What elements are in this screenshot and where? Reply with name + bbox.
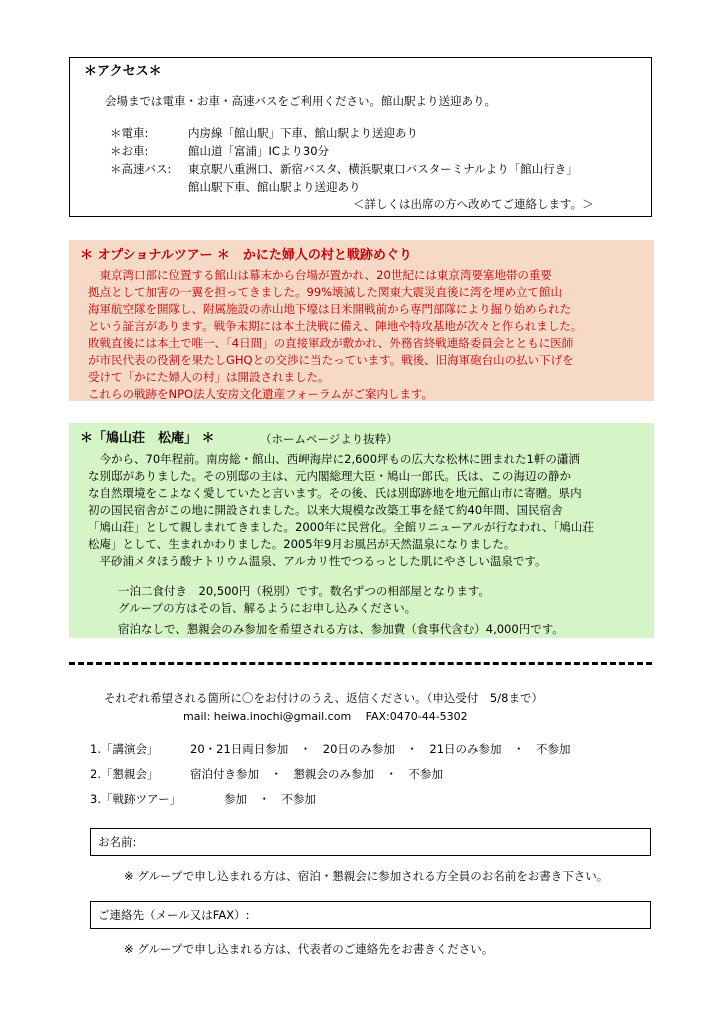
- access-car-label: ＊お車:: [110, 144, 149, 158]
- name-label: お名前:: [98, 835, 137, 849]
- hotel-subtitle: （ホームページより抜粋）: [260, 432, 398, 446]
- access-note: ＜詳しくは出席の方へ改めてご連絡します。＞: [353, 197, 594, 211]
- access-bus-text: 東京駅八重洲口、新宿バスタ、横浜駅東口バスターミナルより「館山行き」: [188, 162, 578, 176]
- hotel-title: ＊「鳩山荘 松庵」 ＊: [80, 431, 215, 446]
- tour-title: ＊ オプショナルツアー ＊ かにた婦人の村と戦跡めぐり: [80, 248, 412, 263]
- tour-line: 受けて「かにた婦人の村」は開設されました。: [88, 370, 330, 384]
- name-note: ※ グループで申し込まれる方は、宿泊・懇親会に参加される方全員のお名前をお書き下さい。: [124, 869, 609, 883]
- tour-line: が市民代表の役割を果たしGHQとの交渉に当たっています。戦後、旧海軍砲台山の払い下げを: [88, 353, 574, 367]
- hotel-line: 初の国民宿舎がこの地に開設されました。以来大規模な改築工事を経て約40年間、国民宿舎: [88, 503, 563, 517]
- access-train-text: 内房線「館山駅」下車、館山駅より送迎あり: [188, 126, 418, 140]
- q3-options[interactable]: 参加 ・ 不参加: [224, 792, 316, 806]
- access-intro: 会場までは電車・お車・高速バスをご利用ください。館山駅より送迎あり。: [105, 94, 496, 108]
- access-car-text: 館山道「富浦」ICより30分: [188, 144, 330, 158]
- form-contact-info: mail: heiwa.inochi@gmail.com FAX:0470-44-5302: [183, 710, 468, 723]
- hotel-line: 松庵」として、生まれかわりました。2005年9月お風呂が天然温泉になりました。: [88, 537, 516, 551]
- access-bus-text2: 館山駅下車、館山駅より送迎あり: [188, 180, 361, 194]
- form-instruction: それぞれ希望される箇所に〇をお付けのうえ、返信ください。（申込受付 5/8まで）: [104, 691, 543, 705]
- q3-label: 3.「戦跡ツアー」: [90, 792, 182, 806]
- tour-line: 東京湾口部に位置する館山は幕末から台場が置かれ、20世紀には東京湾要塞地帯の重要: [88, 268, 552, 282]
- q1-options[interactable]: 20・21日両日参加 ・ 20日のみ参加 ・ 21日のみ参加 ・ 不参加: [190, 742, 571, 756]
- name-field[interactable]: [90, 828, 651, 856]
- contact-note: ※ グループで申し込まれる方は、代表者のご連絡先をお書きください。: [124, 942, 494, 956]
- tour-line: 拠点として加害の一翼を担ってきました。99%壊滅した関東大震災直後に湾を埋め立て館山: [88, 285, 563, 299]
- q1-label: 1.「講演会」: [90, 742, 159, 756]
- hotel-price-line1: 一泊二食付き 20,500円（税別）です。数名ずつの相部屋となります。: [118, 584, 490, 598]
- tour-line: 海軍航空隊を開隊し、附属施設の赤山地下壕は日米開戦前から専門部隊により掘り始められた: [88, 302, 571, 316]
- hotel-line: 今から、70年程前。南房総・館山、西岬海岸に2,600坪もの広大な松林に囲まれた1軒の瀟洒: [88, 452, 580, 466]
- contact-label: ご連絡先（メール又はFAX）:: [98, 908, 250, 922]
- q2-label: 2.「懇親会」: [90, 767, 159, 781]
- hotel-line: 平砂浦メタほう酸ナトリウム温泉、アルカリ性でつるっとした肌にやさしい温泉です。: [88, 554, 547, 568]
- tour-line: 敗戦直後には本土で唯一、「4日間」の直接軍政が敷かれ、外務省終戦連絡委員会とともに医師: [88, 336, 574, 350]
- q2-options[interactable]: 宿泊付き参加 ・ 懇親会のみ参加 ・ 不参加: [190, 767, 443, 781]
- access-title: ＊アクセス＊: [84, 64, 162, 79]
- access-train-label: ＊電車:: [110, 126, 149, 140]
- hotel-line: な自然環境をこよなく愛していたと言います。その後、氏は別邸跡地を地元館山市に寄贈。県内: [88, 486, 582, 500]
- hotel-line: 「鳩山荘」として親しまれてきました。2000年に民営化。全館リニューアルが行なわれ、「鳩山荘: [88, 520, 594, 534]
- hotel-no-stay: 宿泊なしで、懇親会のみ参加を希望される方は、参加費（食事代含む）4,000円です。: [118, 622, 564, 636]
- tour-line: という証言があります。戦争末期には本土決戦に備え、陣地や特攻基地が次々と作られました。: [88, 319, 583, 333]
- access-bus-label: ＊高速バス:: [110, 162, 172, 176]
- hotel-line: な別邸がありました。その別邸の主は、元内閣総理大臣・鳩山一郎氏。氏は、この海辺の静か: [88, 469, 571, 483]
- hotel-price-line2: グループの方はその旨、解るようにお申し込みください。: [118, 601, 417, 615]
- tour-line: これらの戦跡をNPO法人安房文化遺産フォーラムがご案内します。: [88, 387, 433, 401]
- cut-line-separator: [69, 662, 652, 665]
